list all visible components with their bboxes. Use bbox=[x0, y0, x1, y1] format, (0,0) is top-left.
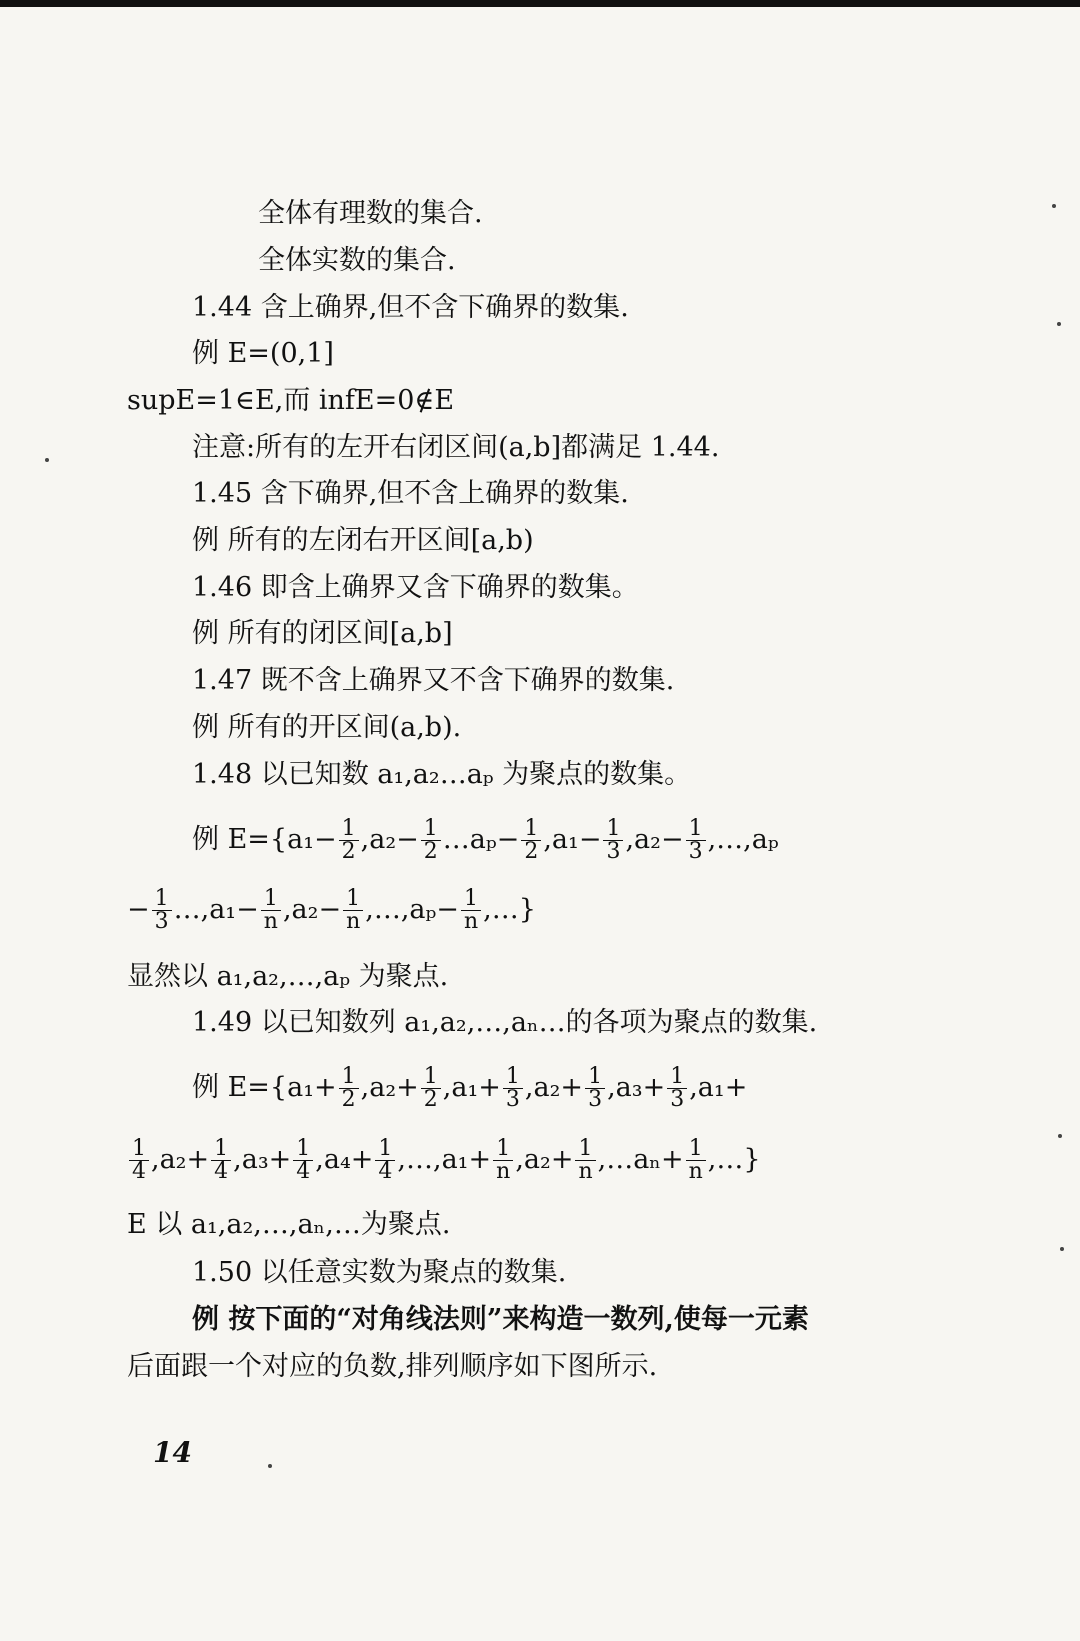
eq-text: ,…,a₁+ bbox=[397, 1144, 492, 1175]
eq-text: − bbox=[127, 894, 150, 925]
eq-text: ,a₃+ bbox=[607, 1072, 666, 1103]
fraction: $\frac{1}{2}$ bbox=[421, 818, 441, 863]
fraction: $\frac{1}{n}$ bbox=[493, 1138, 513, 1183]
fraction: $\frac{1}{3}$ bbox=[667, 1066, 687, 1111]
eq-text: ,…,aₚ− bbox=[365, 894, 459, 925]
eq-text: 例 E={ bbox=[192, 1072, 288, 1103]
equation-1-49-row2 bbox=[127, 1138, 761, 1183]
fraction: $\frac{1}{n}$ bbox=[461, 888, 481, 933]
fraction: $\frac{1}{2}$ bbox=[521, 818, 541, 863]
example-line: 例 所有的开区间(a,b). bbox=[192, 712, 462, 743]
fraction: $\frac{1}{4}$ bbox=[293, 1138, 313, 1183]
section-1-45: 1.45 含下确界,但不含上确界的数集. bbox=[192, 478, 629, 509]
eq-text: ,…} bbox=[483, 894, 536, 925]
eq-text: …,a₁− bbox=[173, 894, 259, 925]
example-line: 例 E=(0,1] bbox=[192, 338, 334, 369]
section-1-44: 1.44 含上确界,但不含下确界的数集. bbox=[192, 292, 629, 323]
fraction: $\frac{1}{4}$ bbox=[375, 1138, 395, 1183]
text-line: 显然以 a₁,a₂,…,aₚ 为聚点. bbox=[127, 961, 449, 992]
fraction: $\frac{1}{4}$ bbox=[211, 1138, 231, 1183]
fraction: $\frac{1}{3}$ bbox=[152, 888, 172, 933]
eq-text: ,a₂− bbox=[625, 824, 684, 855]
fraction: $\frac{1}{4}$ bbox=[129, 1138, 149, 1183]
equation-1-48-row1 bbox=[192, 818, 779, 863]
text-line: 全体实数的集合. bbox=[258, 245, 456, 276]
note-line: 注意:所有的左开右闭区间(a,b]都满足 1.44. bbox=[192, 432, 720, 463]
eq-text: ,a₁+ bbox=[689, 1072, 748, 1103]
fraction: $\frac{1}{2}$ bbox=[339, 1066, 359, 1111]
fraction: $\frac{1}{n}$ bbox=[343, 888, 363, 933]
section-1-48: 1.48 以已知数 a₁,a₂…aₚ 为聚点的数集。 bbox=[192, 759, 692, 790]
eq-text: ,a₄+ bbox=[315, 1144, 374, 1175]
fraction: $\frac{1}{3}$ bbox=[503, 1066, 523, 1111]
fraction: $\frac{1}{3}$ bbox=[585, 1066, 605, 1111]
equation-1-48-row2 bbox=[127, 888, 536, 933]
text-line: supE=1∈E,而 infE=0∉E bbox=[127, 385, 455, 416]
fraction: $\frac{1}{3}$ bbox=[686, 818, 706, 863]
fraction: $\frac{1}{2}$ bbox=[421, 1066, 441, 1111]
fraction: $\frac{1}{n}$ bbox=[261, 888, 281, 933]
fraction: $\frac{1}{3}$ bbox=[603, 818, 623, 863]
eq-text: ,a₂− bbox=[360, 824, 419, 855]
eq-text: ,a₂+ bbox=[515, 1144, 574, 1175]
fraction: $\frac{1}{n}$ bbox=[575, 1138, 595, 1183]
eq-text: ,a₁− bbox=[543, 824, 602, 855]
scan-speck bbox=[1052, 204, 1056, 208]
eq-text: ,a₂− bbox=[282, 894, 342, 925]
eq-text: ,a₁+ bbox=[442, 1072, 501, 1103]
text-line: 后面跟一个对应的负数,排列顺序如下图所示. bbox=[127, 1351, 658, 1382]
top-rule bbox=[0, 0, 1080, 7]
eq-text: ,…} bbox=[707, 1144, 761, 1175]
section-1-49: 1.49 以已知数列 a₁,a₂,…,aₙ…的各项为聚点的数集. bbox=[192, 1007, 818, 1038]
eq-text: a₁+ bbox=[287, 1072, 337, 1103]
fraction: $\frac{1}{2}$ bbox=[339, 818, 359, 863]
eq-text: ,a₃+ bbox=[233, 1144, 292, 1175]
eq-text: a₁− bbox=[287, 824, 337, 855]
equation-1-49-row1 bbox=[192, 1066, 747, 1111]
section-1-50: 1.50 以任意实数为聚点的数集. bbox=[192, 1257, 567, 1288]
text-line: E 以 a₁,a₂,…,aₙ,…为聚点. bbox=[127, 1209, 451, 1240]
example-line: 例 所有的闭区间[a,b] bbox=[192, 618, 453, 649]
eq-text: …aₚ− bbox=[442, 824, 520, 855]
eq-text: ,a₂+ bbox=[524, 1072, 584, 1103]
eq-text: ,a₂+ bbox=[151, 1144, 210, 1175]
fraction: $\frac{1}{n}$ bbox=[686, 1138, 706, 1183]
eq-text: 例 E={ bbox=[192, 824, 288, 855]
section-1-47: 1.47 既不含上确界又不含下确界的数集. bbox=[192, 665, 675, 696]
section-1-46: 1.46 即含上确界又含下确界的数集。 bbox=[192, 572, 639, 603]
example-line: 例 所有的左闭右开区间[a,b) bbox=[192, 525, 534, 556]
scan-speck bbox=[268, 1464, 272, 1468]
eq-text: ,…,aₚ bbox=[707, 824, 779, 855]
page-number: 14 bbox=[153, 1436, 192, 1469]
scan-speck bbox=[1060, 1247, 1064, 1251]
scan-speck bbox=[1057, 322, 1061, 326]
scan-speck bbox=[45, 458, 49, 462]
eq-text: ,a₂+ bbox=[360, 1072, 419, 1103]
scan-speck bbox=[1058, 1134, 1062, 1138]
text-line: 全体有理数的集合. bbox=[258, 198, 483, 229]
eq-text: ,…aₙ+ bbox=[597, 1144, 684, 1175]
example-line: 例 按下面的“对角线法则”来构造一数列,使每一元素 bbox=[192, 1304, 809, 1335]
